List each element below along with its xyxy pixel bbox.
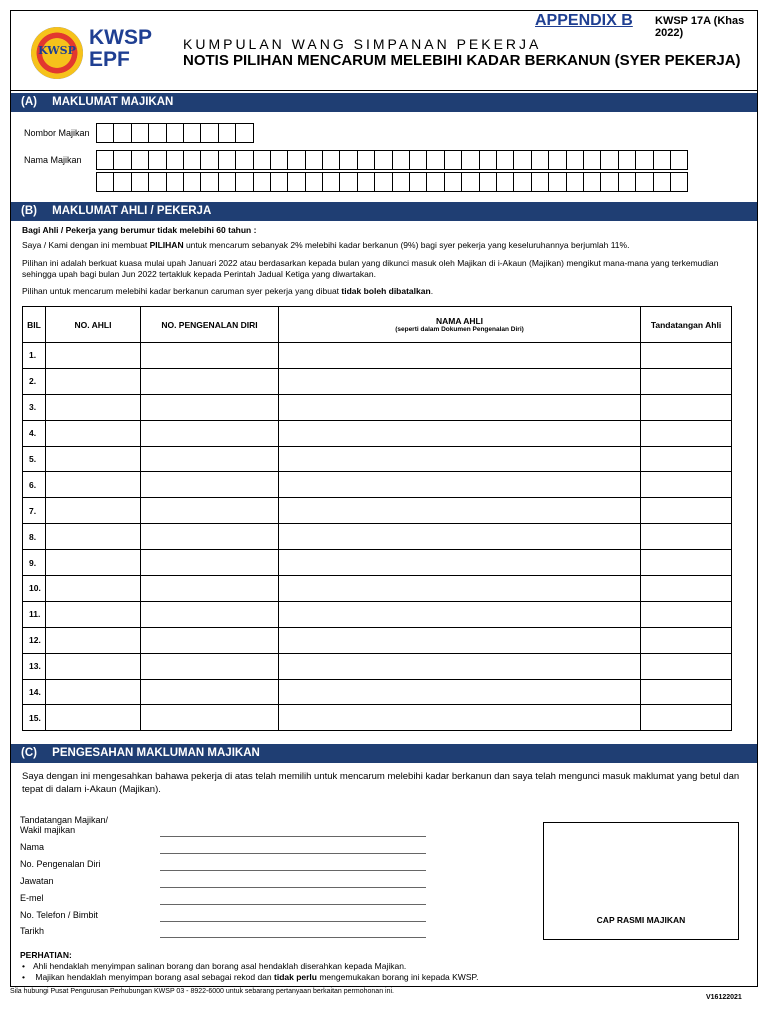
row-number: 15. xyxy=(23,705,46,731)
id-label: No. Pengenalan Diri xyxy=(20,859,101,869)
table-row xyxy=(23,420,732,446)
employer-name-label: Nama Majikan xyxy=(24,155,82,165)
member-no-cell[interactable] xyxy=(46,524,141,550)
employer-name-boxes-row2[interactable] xyxy=(96,172,687,192)
member-name-cell[interactable] xyxy=(279,420,641,446)
id-no-cell[interactable] xyxy=(141,446,279,472)
email-label: E-mel xyxy=(20,893,44,903)
choice-paragraph: Saya / Kami dengan ini membuat PILIHAN untuk mencarum sebanyak 2% melebihi kadar berkanun (9%) bagi syer pekerja yang keseluruhannya berjumlah 11%. xyxy=(22,240,630,250)
table-row xyxy=(23,498,732,524)
row-number: 4. xyxy=(23,420,46,446)
member-name-cell[interactable] xyxy=(279,498,641,524)
member-name-cell[interactable] xyxy=(279,601,641,627)
logo-text-kwsp: KWSP xyxy=(89,26,152,49)
table-row xyxy=(23,679,732,705)
section-b-title: MAKLUMAT AHLI / PEKERJA xyxy=(52,205,212,217)
section-a-code: (A) xyxy=(21,96,37,108)
section-c-bar xyxy=(11,744,757,763)
row-number: 7. xyxy=(23,498,46,524)
notes-title: PERHATIAN: xyxy=(20,950,72,960)
member-no-cell[interactable] xyxy=(46,627,141,653)
member-name-cell[interactable] xyxy=(279,653,641,679)
employer-number-boxes[interactable] xyxy=(96,123,253,143)
table-row xyxy=(23,653,732,679)
email-line[interactable] xyxy=(160,904,426,905)
member-name-cell[interactable] xyxy=(279,343,641,369)
member-no-cell[interactable] xyxy=(46,705,141,731)
kwsp-emblem-icon xyxy=(31,27,83,79)
form-header xyxy=(11,11,757,91)
section-c-code: (C) xyxy=(21,747,37,759)
row-number: 6. xyxy=(23,472,46,498)
row-number: 10. xyxy=(23,576,46,602)
member-no-cell[interactable] xyxy=(46,498,141,524)
member-name-cell[interactable] xyxy=(279,368,641,394)
member-table xyxy=(22,306,732,731)
name-line[interactable] xyxy=(160,853,426,854)
note-item: • Majikan hendaklah menyimpan borang asal sebagai rekod dan tidak perlu mengemukakan borang ini kepada KWSP. xyxy=(20,972,478,983)
member-name-cell[interactable] xyxy=(279,524,641,550)
version-code: V16122021 xyxy=(706,994,742,1001)
id-no-cell[interactable] xyxy=(141,576,279,602)
signature-cell[interactable] xyxy=(641,627,732,653)
signature-cell[interactable] xyxy=(641,446,732,472)
logo-wordmark xyxy=(89,27,152,71)
signature-cell[interactable] xyxy=(641,343,732,369)
table-row xyxy=(23,705,732,731)
signature-cell[interactable] xyxy=(641,394,732,420)
irrevocable-paragraph: Pilihan untuk mencarum melebihi kadar berkanun caruman syer pekerja yang dibuat tidak boleh dibatalkan. xyxy=(22,286,434,296)
signature-cell[interactable] xyxy=(641,368,732,394)
header-member-name: NAMA AHLI (seperti dalam Dokumen Pengenalan Diri) xyxy=(279,307,641,343)
phone-line[interactable] xyxy=(160,921,426,922)
member-name-cell[interactable] xyxy=(279,627,641,653)
section-b-code: (B) xyxy=(21,205,37,217)
member-no-cell[interactable] xyxy=(46,343,141,369)
eligibility-text: Bagi Ahli / Pekerja yang berumur tidak melebihi 60 tahun : xyxy=(22,225,257,235)
stamp-label: CAP RASMI MAJIKAN xyxy=(596,915,686,925)
id-no-cell[interactable] xyxy=(141,705,279,731)
table-row xyxy=(23,343,732,369)
member-no-cell[interactable] xyxy=(46,653,141,679)
table-row xyxy=(23,627,732,653)
note-item: • Ahli hendaklah menyimpan salinan borang dan borang asal hendaklah diserahkan kepada Majikan. xyxy=(20,961,478,972)
signature-cell[interactable] xyxy=(641,524,732,550)
header-id-no: NO. PENGENALAN DIRI xyxy=(141,307,279,343)
logo-emblem-text: KWSP xyxy=(38,44,76,57)
signature-cell[interactable] xyxy=(641,601,732,627)
notice-title: NOTIS PILIHAN MENCARUM MELEBIHI KADAR BERKANUN (SYER PEKERJA) xyxy=(183,52,741,69)
table-row xyxy=(23,394,732,420)
member-no-cell[interactable] xyxy=(46,420,141,446)
id-no-cell[interactable] xyxy=(141,627,279,653)
name-label: Nama xyxy=(20,842,45,852)
signature-cell[interactable] xyxy=(641,498,732,524)
id-no-cell[interactable] xyxy=(141,679,279,705)
row-number: 8. xyxy=(23,524,46,550)
id-no-cell[interactable] xyxy=(141,420,279,446)
row-number: 12. xyxy=(23,627,46,653)
table-row xyxy=(23,576,732,602)
row-number: 14. xyxy=(23,679,46,705)
member-name-cell[interactable] xyxy=(279,550,641,576)
header-bil: BIL xyxy=(23,307,46,343)
row-number: 11. xyxy=(23,601,46,627)
row-number: 13. xyxy=(23,653,46,679)
row-number: 1. xyxy=(23,343,46,369)
notes xyxy=(20,950,478,983)
employer-declaration: Saya dengan ini mengesahkan bahawa pekerja di atas telah memilih untuk mencarum melebihi kadar berkanun dan saya telah mengunci masuk maklumat yang betul dan tepat di dalam i-Akaun (Majikan). xyxy=(22,771,740,795)
form-code: KWSP 17A (Khas 2022) xyxy=(655,15,745,39)
member-no-cell[interactable] xyxy=(46,446,141,472)
section-a-bar xyxy=(11,93,757,112)
section-a-title: MAKLUMAT MAJIKAN xyxy=(52,96,174,108)
employer-number-label: Nombor Majikan xyxy=(24,128,90,138)
member-no-cell[interactable] xyxy=(46,601,141,627)
row-number: 3. xyxy=(23,394,46,420)
id-no-cell[interactable] xyxy=(141,498,279,524)
member-name-cell[interactable] xyxy=(279,705,641,731)
signature-cell[interactable] xyxy=(641,653,732,679)
id-no-cell[interactable] xyxy=(141,472,279,498)
footer-contact: Sila hubungi Pusat Pengurusan Perhubungan KWSP 03 - 8922-6000 untuk sebarang pertanyaan berkaitan permohonan ini. xyxy=(10,988,394,995)
signature-cell[interactable] xyxy=(641,420,732,446)
signature-label: Tandatangan Majikan/ Wakil majikan xyxy=(20,815,109,835)
date-line[interactable] xyxy=(160,937,426,938)
row-number: 5. xyxy=(23,446,46,472)
position-line[interactable] xyxy=(160,887,426,888)
id-no-cell[interactable] xyxy=(141,368,279,394)
signature-cell[interactable] xyxy=(641,472,732,498)
member-no-cell[interactable] xyxy=(46,368,141,394)
member-no-cell[interactable] xyxy=(46,550,141,576)
member-no-cell[interactable] xyxy=(46,576,141,602)
table-row xyxy=(23,601,732,627)
position-label: Jawatan xyxy=(20,876,54,886)
id-no-cell[interactable] xyxy=(141,601,279,627)
signature-cell[interactable] xyxy=(641,576,732,602)
id-no-cell[interactable] xyxy=(141,343,279,369)
section-b-bar xyxy=(11,202,757,221)
id-no-cell[interactable] xyxy=(141,653,279,679)
member-name-cell[interactable] xyxy=(279,679,641,705)
id-line[interactable] xyxy=(160,870,426,871)
kwsp-logo xyxy=(31,23,159,83)
section-c-title: PENGESAHAN MAKLUMAN MAJIKAN xyxy=(52,747,260,759)
member-no-cell[interactable] xyxy=(46,679,141,705)
header-member-no: NO. AHLI xyxy=(46,307,141,343)
member-name-cell[interactable] xyxy=(279,394,641,420)
member-no-cell[interactable] xyxy=(46,472,141,498)
id-no-cell[interactable] xyxy=(141,394,279,420)
appendix-label: APPENDIX B xyxy=(535,12,633,29)
member-name-cell[interactable] xyxy=(279,446,641,472)
row-number: 9. xyxy=(23,550,46,576)
org-name: KUMPULAN WANG SIMPANAN PEKERJA xyxy=(183,36,542,52)
member-name-cell[interactable] xyxy=(279,576,641,602)
id-no-cell[interactable] xyxy=(141,550,279,576)
phone-label: No. Telefon / Bimbit xyxy=(20,910,98,920)
table-row xyxy=(23,524,732,550)
member-name-cell[interactable] xyxy=(279,472,641,498)
employer-name-boxes-row1[interactable] xyxy=(96,150,687,170)
id-no-cell[interactable] xyxy=(141,524,279,550)
signature-cell[interactable] xyxy=(641,550,732,576)
header-signature: Tandatangan Ahli xyxy=(641,307,732,343)
official-stamp-box xyxy=(543,822,739,940)
member-table-header xyxy=(23,307,732,343)
table-row xyxy=(23,368,732,394)
table-row xyxy=(23,550,732,576)
table-row xyxy=(23,446,732,472)
logo-text-epf: EPF xyxy=(89,48,130,71)
effective-paragraph: Pilihan ini adalah berkuat kuasa mulai upah Januari 2022 atau berdasarkan kepada bulan yang dikunci masuk oleh Majikan di i-Akaun (Majikan) mengikut mana-mana yang terkemudian sehingga upah bagi bulan Jun 2022 tertakluk kepada Perintah Jadual Ketiga yang diwartakan. xyxy=(22,258,719,279)
signature-cell[interactable] xyxy=(641,679,732,705)
row-number: 2. xyxy=(23,368,46,394)
table-row xyxy=(23,472,732,498)
signature-cell[interactable] xyxy=(641,705,732,731)
date-label: Tarikh xyxy=(20,926,45,936)
signature-line[interactable] xyxy=(160,836,426,837)
member-no-cell[interactable] xyxy=(46,394,141,420)
